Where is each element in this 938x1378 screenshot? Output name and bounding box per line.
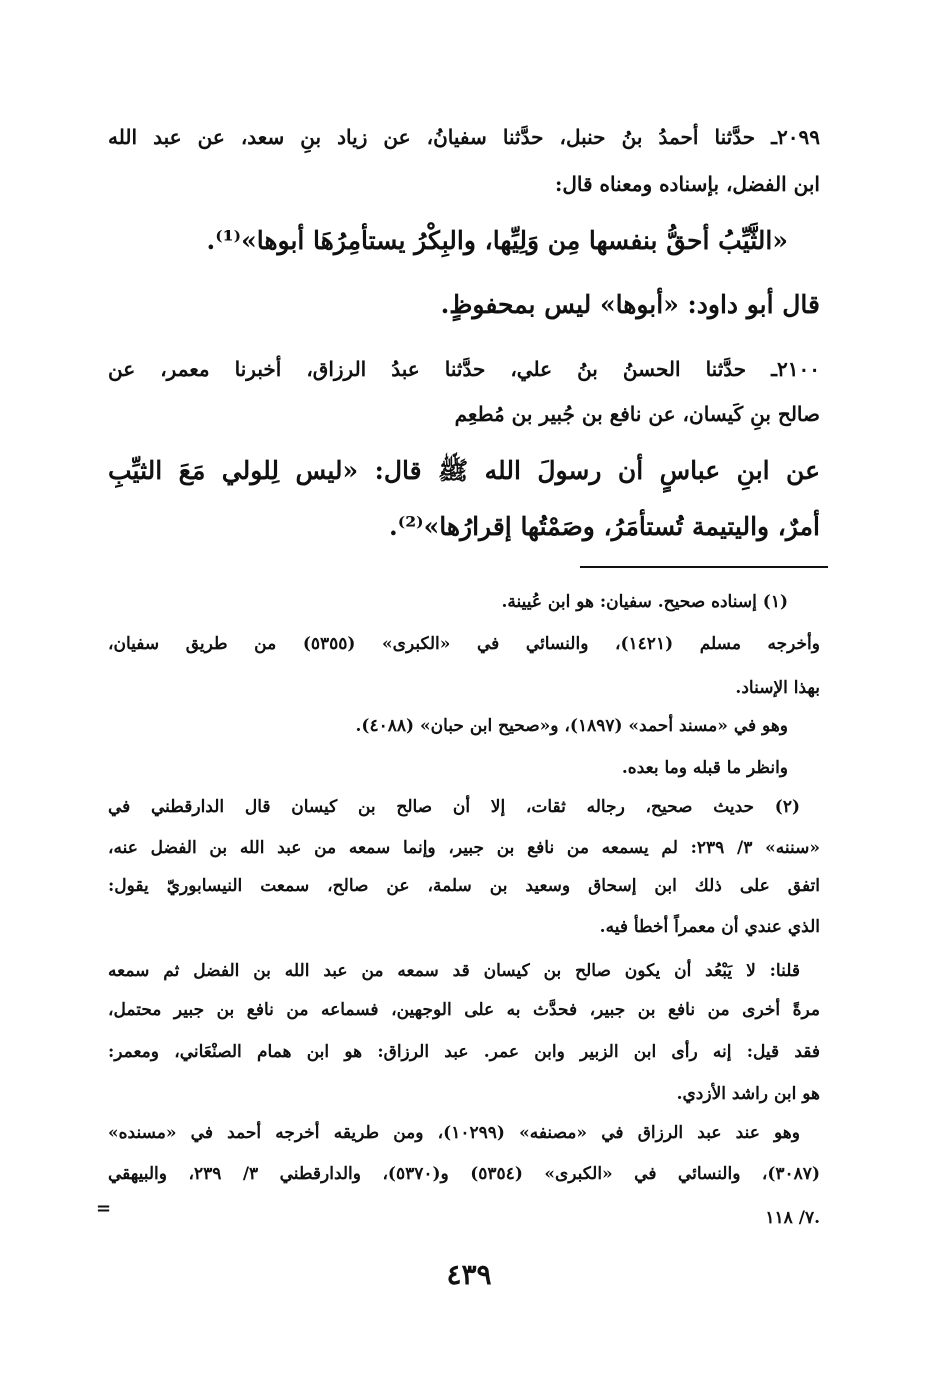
footnote-divider: [580, 566, 828, 568]
hadith-2099-matn: «الثَّيِّبُ أحقُّ بنفسها مِن وَلِيِّها، والبِكْرُ يستأمِرُهَا أبوها»⁽¹⁾.: [206, 226, 788, 255]
footnote-1-line-3: بهذا الإسناد.: [735, 678, 820, 698]
continuation-mark: =: [96, 1198, 112, 1219]
abu-dawud-comment: قال أبو داود: «أبوها» ليس بمحفوظٍ.: [440, 290, 820, 319]
footnote-2-line-2: «سننه» ٣/ ٢٣٩: لم يسمعه من نافع بن جبير، وإنما سمعه من عبد الله بن الفضل عنه،: [108, 838, 820, 858]
hadith-2100-isnad-line-2: صالح بنِ كَيسان، عن نافع بن جُبير بن مُطعِم: [454, 402, 820, 426]
footnote-2-line-9: وهو عند عبد الرزاق في «مصنفه» (١٠٢٩٩)، ومن طريقه أخرجه أحمد في «مسنده»: [108, 1123, 800, 1143]
hadith-2100-matn-line-1: عن ابنِ عباسٍ أن رسولَ الله ﷺ قال: «ليس لِلولي مَعَ الثيِّبِ: [108, 456, 820, 485]
footnote-2-line-7: فقد قيل: إنه رأى ابن الزبير وابن عمر. عبد الرزاق: هو ابن همام الصنْعَاني، ومعمر:: [108, 1042, 820, 1062]
footnote-2-line-6: مرةً أخرى من نافع بن جبير، فحدَّث به على الوجهين، فسماعه من نافع بن جبير محتمل،: [108, 1000, 820, 1020]
footnote-1-line-1: (١) إسناده صحيح. سفيان: هو ابن عُيينة.: [501, 592, 788, 612]
footnote-1-line-2: وأخرجه مسلم (١٤٢١)، والنسائي في «الكبرى» (٥٣٥٥) من طريق سفيان،: [108, 634, 820, 654]
footnote-1-line-5: وانظر ما قبله وما بعده.: [621, 758, 788, 778]
hadith-2099-isnad-line-1: ٢٠٩٩ـ حدَّثنا أحمدُ بنُ حنبل، حدَّثنا سفيانُ، عن زياد بنِ سعد، عن عبد الله: [108, 125, 820, 149]
footnote-2-line-11: ٧/ ١١٨.: [765, 1208, 820, 1228]
hadith-2100-matn-line-2: أمرٌ، واليتيمة تُستأمَرُ، وصَمْتُها إقرارُها»⁽²⁾.: [389, 512, 820, 541]
footnote-2-line-3: اتفق على ذلك ابن إسحاق وسعيد بن سلمة، عن صالح، سمعت النيسابوريّ يقول:: [108, 876, 820, 896]
footnote-2-line-10: (٣٠٨٧)، والنسائي في «الكبرى» (٥٣٥٤) و(٥٣٧٠)، والدارقطني ٣/ ٢٣٩، والبيهقي: [108, 1164, 820, 1184]
hadith-2100-isnad-line-1: ٢١٠٠ـ حدَّثنا الحسنُ بنُ علي، حدَّثنا عبدُ الرزاق، أخبرنا معمر، عن: [108, 357, 820, 381]
footnote-2-line-5: قلنا: لا يَبْعُد أن يكون صالح بن كيسان قد سمعه من عبد الله بن الفضل ثم سمعه: [108, 961, 800, 981]
page-number: ٤٣٩: [446, 1258, 492, 1291]
footnote-2-line-1: (٢) حديث صحيح، رجاله ثقات، إلا أن صالح بن كيسان قال الدارقطني في: [108, 797, 800, 817]
hadith-2099-isnad-line-2: ابن الفضل، بإسناده ومعناه قال:: [554, 172, 820, 196]
footnote-2-line-8: هو ابن راشد الأزدي.: [676, 1084, 820, 1104]
footnote-1-line-4: وهو في «مسند أحمد» (١٨٩٧)، و«صحيح ابن حبان» (٤٠٨٨).: [355, 716, 788, 736]
footnote-2-line-4: الذي عندي أن معمراً أخطأ فيه.: [599, 917, 820, 937]
